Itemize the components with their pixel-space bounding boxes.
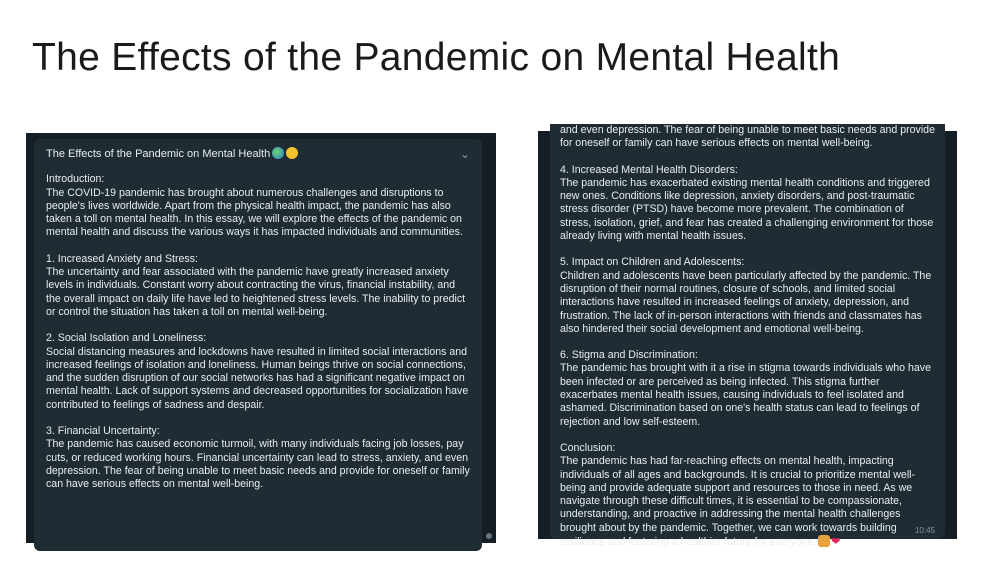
message-header — [46, 147, 470, 161]
message-paragraph: and even depression. The fear of being unable to meet basic needs and provide for oneself or family can have serious effects on mental well-being. — [560, 124, 935, 150]
slide-title: The Effects of the Pandemic on Mental Health — [32, 36, 841, 79]
scroll-indicator[interactable] — [486, 533, 492, 539]
message-body — [560, 124, 935, 429]
chat-screenshot-right — [538, 124, 957, 549]
conclusion-paragraph: Conclusion: The pandemic has had far-reaching effects on mental health, impacting individuals of all ages and backgrounds. It is crucial to prioritize mental well-being and provide adequate support and resources to those in need. As we navigate through these difficult times, it is essential to be compassionate, understanding, and proactive in addressing the mental health challenges brought about by the pandemic. Together, we can work towards building resilience and fostering a healthier future for everyone. ❤ — [560, 441, 916, 549]
message-paragraph: Introduction: The COVID-19 pandemic has brought about numerous challenges and disruptions to people's lives worldwide. Apart from the physical health impact, the pandemic has also taken a toll on mental health. In this essay, we will explore the effects of the pandemic on mental health and discuss the various ways it has impacted individuals and communities. — [46, 173, 463, 239]
message-header-text: The Effects of the Pandemic on Mental Health — [46, 147, 298, 161]
chat-screenshot-left — [26, 133, 496, 543]
red-heart-emoji-icon: ❤ — [831, 536, 841, 549]
globe-emoji-icon — [272, 147, 284, 159]
message-paragraph: 6. Stigma and Discrimination: The pandemic has brought with it a rise in stigma towards individuals who have been infected or are perceived as being infected. This stigma further exacerbates mental health issues, causing individuals to feel isolated and ashamed. Discrimination based on one's health status can lead to feelings of rejection and low self-esteem. — [560, 349, 931, 428]
message-bubble — [34, 139, 482, 551]
message-paragraph: 3. Financial Uncertainty: The pandemic has caused economic turmoil, with many individuals facing job losses, pay cuts, or reduced working hours. Financial uncertainty can lead to stress, anxiety, and even depression. The fear of being unable to meet basic needs and provide for oneself or family can have serious effects on mental well-being. — [46, 425, 470, 491]
message-bubble-continued — [550, 124, 945, 549]
message-paragraph: 2. Social Isolation and Loneliness: Social distancing measures and lockdowns have resulted in limited social interactions and increased feelings of isolation and loneliness. Human beings thrive on social connections, and the sudden disruption of our social networks has had a significant negative impact on mental health. Lack of support systems and decreased opportunities for socialization have contributed to feelings of sadness and despair. — [46, 332, 469, 411]
chevron-down-icon[interactable]: ⌄ — [459, 146, 470, 161]
message-paragraph: 4. Increased Mental Health Disorders: The pandemic has exacerbated existing mental health conditions and triggered new ones. Conditions like depression, anxiety disorders, and post-traumatic stress disorder (PTSD) have become more prevalent. The combination of stress, isolation, grief, and fear has created a challenging environment for those already living with mental health issues. — [560, 163, 934, 243]
flexed-biceps-emoji-icon — [818, 535, 830, 547]
message-timestamp: 10:45 — [914, 525, 935, 535]
message-paragraph: 5. Impact on Children and Adolescents: Children and adolescents have been particularly affected by the pandemic. The disruption of their normal routines, closure of schools, and limited social interactions have resulted in increased feelings of anxiety, depression, and frustration. The lack of in-person interactions with friends and classmates has also hindered their social development and emotional well-being. — [560, 256, 932, 335]
message-paragraph: 1. Increased Anxiety and Stress: The uncertainty and fear associated with the pandemic have greatly increased anxiety levels in individuals. Constant worry about contracting the virus, financial instability, and the overall impact on daily life have led to heightened stress levels. The inability to predict or control the situation has taken a toll on mental well-being. — [46, 252, 466, 318]
message-body — [46, 173, 470, 491]
sad-face-emoji-icon — [286, 147, 298, 159]
